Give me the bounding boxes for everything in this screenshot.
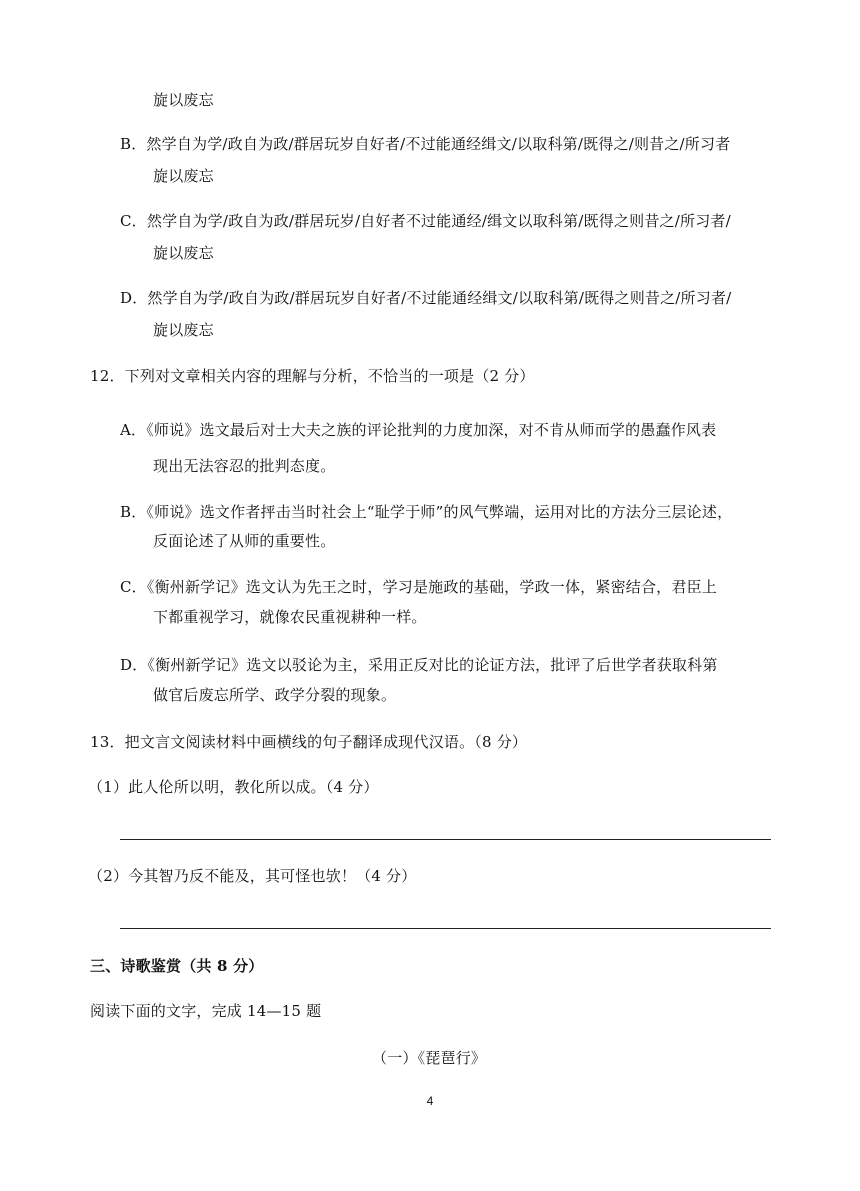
q12-option-c-line2: 下都重视学习，就像农民重视耕种一样。 bbox=[153, 608, 427, 626]
option-d-line2: 旋以废忘 bbox=[153, 321, 214, 339]
q13-subquestion-2: （2）今其智乃反不能及，其可怪也欤！（4 分） bbox=[88, 867, 417, 885]
page-number: 4 bbox=[426, 1094, 434, 1108]
section-instruction: 阅读下面的文字，完成 14—15 题 bbox=[90, 1002, 322, 1020]
answer-line-1[interactable] bbox=[120, 839, 771, 840]
option-a-tail-text: 旋以废忘 bbox=[153, 91, 214, 109]
option-c-line2: 旋以废忘 bbox=[153, 244, 214, 262]
q12-option-a-line1: A．《师说》选文最后对士大夫之族的评论批判的力度加深，对不肯从师而学的愚蠢作风表 bbox=[120, 421, 717, 439]
poem-title: （一）《琵琶行》 bbox=[372, 1049, 487, 1067]
option-b-line2: 旋以废忘 bbox=[153, 167, 214, 185]
option-c-line1: C．然学自为学/政自为政/群居玩岁/自好者不过能通经/缉文以取科第/既得之则昔之/所习者/ bbox=[120, 212, 731, 230]
q12-option-d-line1: D．《衡州新学记》选文以驳论为主，采用正反对比的论证方法，批评了后世学者获取科第 bbox=[120, 656, 718, 674]
question-13-stem: 13．把文言文阅读材料中画横线的句子翻译成现代汉语。（8 分） bbox=[90, 733, 528, 751]
q12-option-b-line1: B．《师说》选文作者抨击当时社会上“耻学于师”的风气弊端，运用对比的方法分三层论述， bbox=[120, 503, 733, 521]
section-heading: 三、诗歌鉴赏（共 8 分） bbox=[90, 957, 264, 975]
q12-option-c-line1: C．《衡州新学记》选文认为先王之时，学习是施政的基础，学政一体，紧密结合，君臣上 bbox=[120, 578, 717, 596]
option-d-line1: D．然学自为学/政自为政/群居玩岁自好者/不过能通经缉文/以取科第/既得之则昔之/所习者/ bbox=[120, 289, 732, 307]
answer-line-2[interactable] bbox=[120, 928, 771, 929]
q12-option-b-line2: 反面论述了从师的重要性。 bbox=[153, 532, 336, 550]
q13-subquestion-1: （1）此人伦所以明，教化所以成。（4 分） bbox=[88, 778, 379, 796]
option-b-line1: B．然学自为学/政自为政/群居玩岁自好者/不过能通经缉文/以取科第/既得之/则昔之/所习者 bbox=[120, 135, 731, 153]
question-12-stem: 12．下列对文章相关内容的理解与分析，不恰当的一项是（2 分） bbox=[90, 367, 535, 385]
q12-option-a-line2: 现出无法容忍的批判态度。 bbox=[153, 457, 336, 475]
q12-option-d-line2: 做官后废忘所学、政学分裂的现象。 bbox=[153, 686, 397, 704]
